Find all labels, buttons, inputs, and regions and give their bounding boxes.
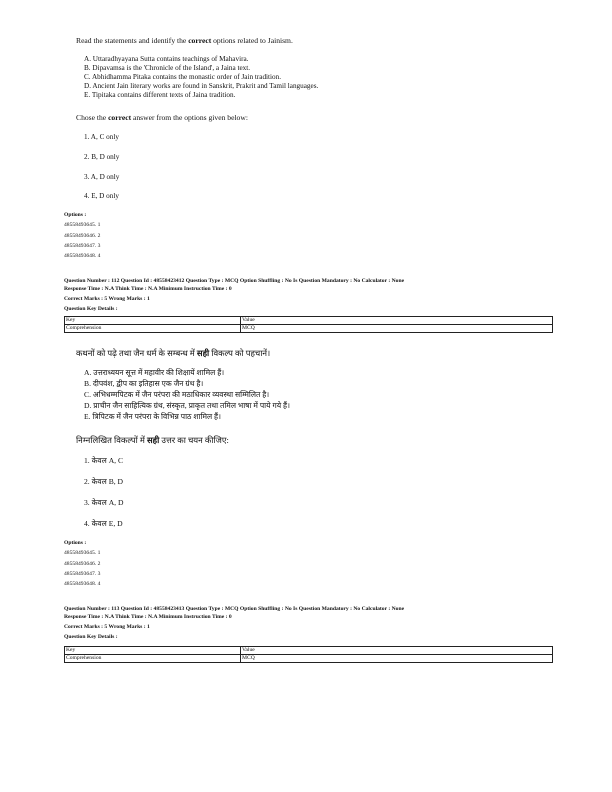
answer-option-2[interactable]: 2. केवल B, D: [84, 477, 124, 486]
statement-a: A. उत्तराध्ययन सूत्त में महावीर की शिक्षायें शामिल हैं।: [84, 368, 225, 377]
q113-meta-line2: Response Time : N.A Think Time : N.A Minimum Instruction Time : 0: [64, 614, 232, 620]
value-cell: MCQ: [241, 655, 553, 663]
table-row: [65, 325, 553, 333]
table-row: [65, 647, 553, 655]
answer-option-3[interactable]: 3. A, D only: [84, 173, 120, 181]
q112-meta-line1: Question Number : 112 Question Id : 48558423412 Question Type : MCQ Option Shuffling : No Is Question Mandatory : No Calculator : None: [64, 278, 405, 284]
q112-meta-line2: Response Time : N.A Think Time : N.A Minimum Instruction Time : 0: [64, 286, 232, 292]
option-id-3: 48558493647. 3: [64, 571, 101, 577]
q112-meta-line3: Correct Marks : 5 Wrong Marks : 1: [64, 296, 150, 302]
answer-option-1[interactable]: 1. A, C only: [84, 133, 119, 141]
option-id-4: 48558493648. 4: [64, 253, 101, 259]
option-id-1: 48558493645. 1: [64, 550, 101, 556]
q113-meta-line4: Question Key Details :: [64, 634, 118, 640]
options-label: Options :: [64, 212, 87, 218]
option-id-1: 48558493645. 1: [64, 222, 101, 228]
option-id-4: 48558493648. 4: [64, 581, 101, 587]
answer-option-3[interactable]: 3. केवल A, D: [84, 498, 124, 507]
option-id-3: 48558493647. 3: [64, 243, 101, 249]
q1-stem: Read the statements and identify the correct options related to Jainism.: [76, 36, 293, 45]
answer-option-2[interactable]: 2. B, D only: [84, 153, 120, 161]
statement-d: D. प्राचीन जैन साहित्यिक ग्रंथ, संस्कृत, प्राकृत तथा तमिल भाषा में पाये गये हैं।: [84, 401, 290, 410]
q113-key-table: [64, 646, 553, 663]
key-cell: Comprehension: [65, 325, 241, 333]
q112-stem: कथनों को पढ़े तथा जैन धर्म के सम्बन्ध में सही विकल्प को पहचानें।: [76, 349, 271, 358]
table-row: [65, 317, 553, 325]
q112-meta-line4: Question Key Details :: [64, 306, 118, 312]
q113-meta-line1: Question Number : 113 Question Id : 48558423413 Question Type : MCQ Option Shuffling : No Is Question Mandatory : No Calculator : None: [64, 606, 405, 612]
value-header: Value: [241, 647, 553, 655]
statement-e: E. Tipitaka contains different texts of Jaina tradition.: [84, 91, 236, 99]
answer-option-4[interactable]: 4. केवल E, D: [84, 519, 123, 528]
statement-c: C. अभिधम्मपिटक में जैन परंपरा की मठाधिकार व्यवस्था सम्मिलित है।: [84, 390, 270, 399]
options-label: Options :: [64, 540, 87, 546]
q113-meta-line3: Correct Marks : 5 Wrong Marks : 1: [64, 624, 150, 630]
option-id-2: 48558493646. 2: [64, 561, 101, 567]
statement-a: A. Uttaradhyayana Sutta contains teachings of Mahavira.: [84, 55, 249, 63]
q1-choose-instruction: Chose the correct answer from the options given below:: [76, 113, 248, 122]
statement-c: C. Abhidhamma Pitaka contains the monastic order of Jain tradition.: [84, 73, 282, 81]
statement-e: E. त्रिपिटक में जैन परंपरा के विभिन्न पाठ शामिल हैं।: [84, 412, 221, 421]
q112-key-table: [64, 316, 553, 333]
option-id-2: 48558493646. 2: [64, 233, 101, 239]
q112-choose-instruction: निम्नलिखित विकल्पों में सही उत्तर का चयन कीजिए:: [76, 436, 229, 445]
value-cell: MCQ: [241, 325, 553, 333]
value-header: Value: [241, 317, 553, 325]
statement-b: B. Dipavamsa is the 'Chronicle of the Island', a Jaina text.: [84, 64, 251, 72]
key-cell: Comprehension: [65, 655, 241, 663]
answer-option-1[interactable]: 1. केवल A, C: [84, 456, 124, 465]
key-header: Key: [65, 647, 241, 655]
statement-b: B. दीपवंश, द्वीप का इतिहास एक जैन ग्रंथ है।: [84, 379, 204, 388]
statement-d: D. Ancient Jain literary works are found in Sanskrit, Prakrit and Tamil languages.: [84, 82, 319, 90]
table-row: [65, 655, 553, 663]
answer-option-4[interactable]: 4. E, D only: [84, 192, 119, 200]
key-header: Key: [65, 317, 241, 325]
